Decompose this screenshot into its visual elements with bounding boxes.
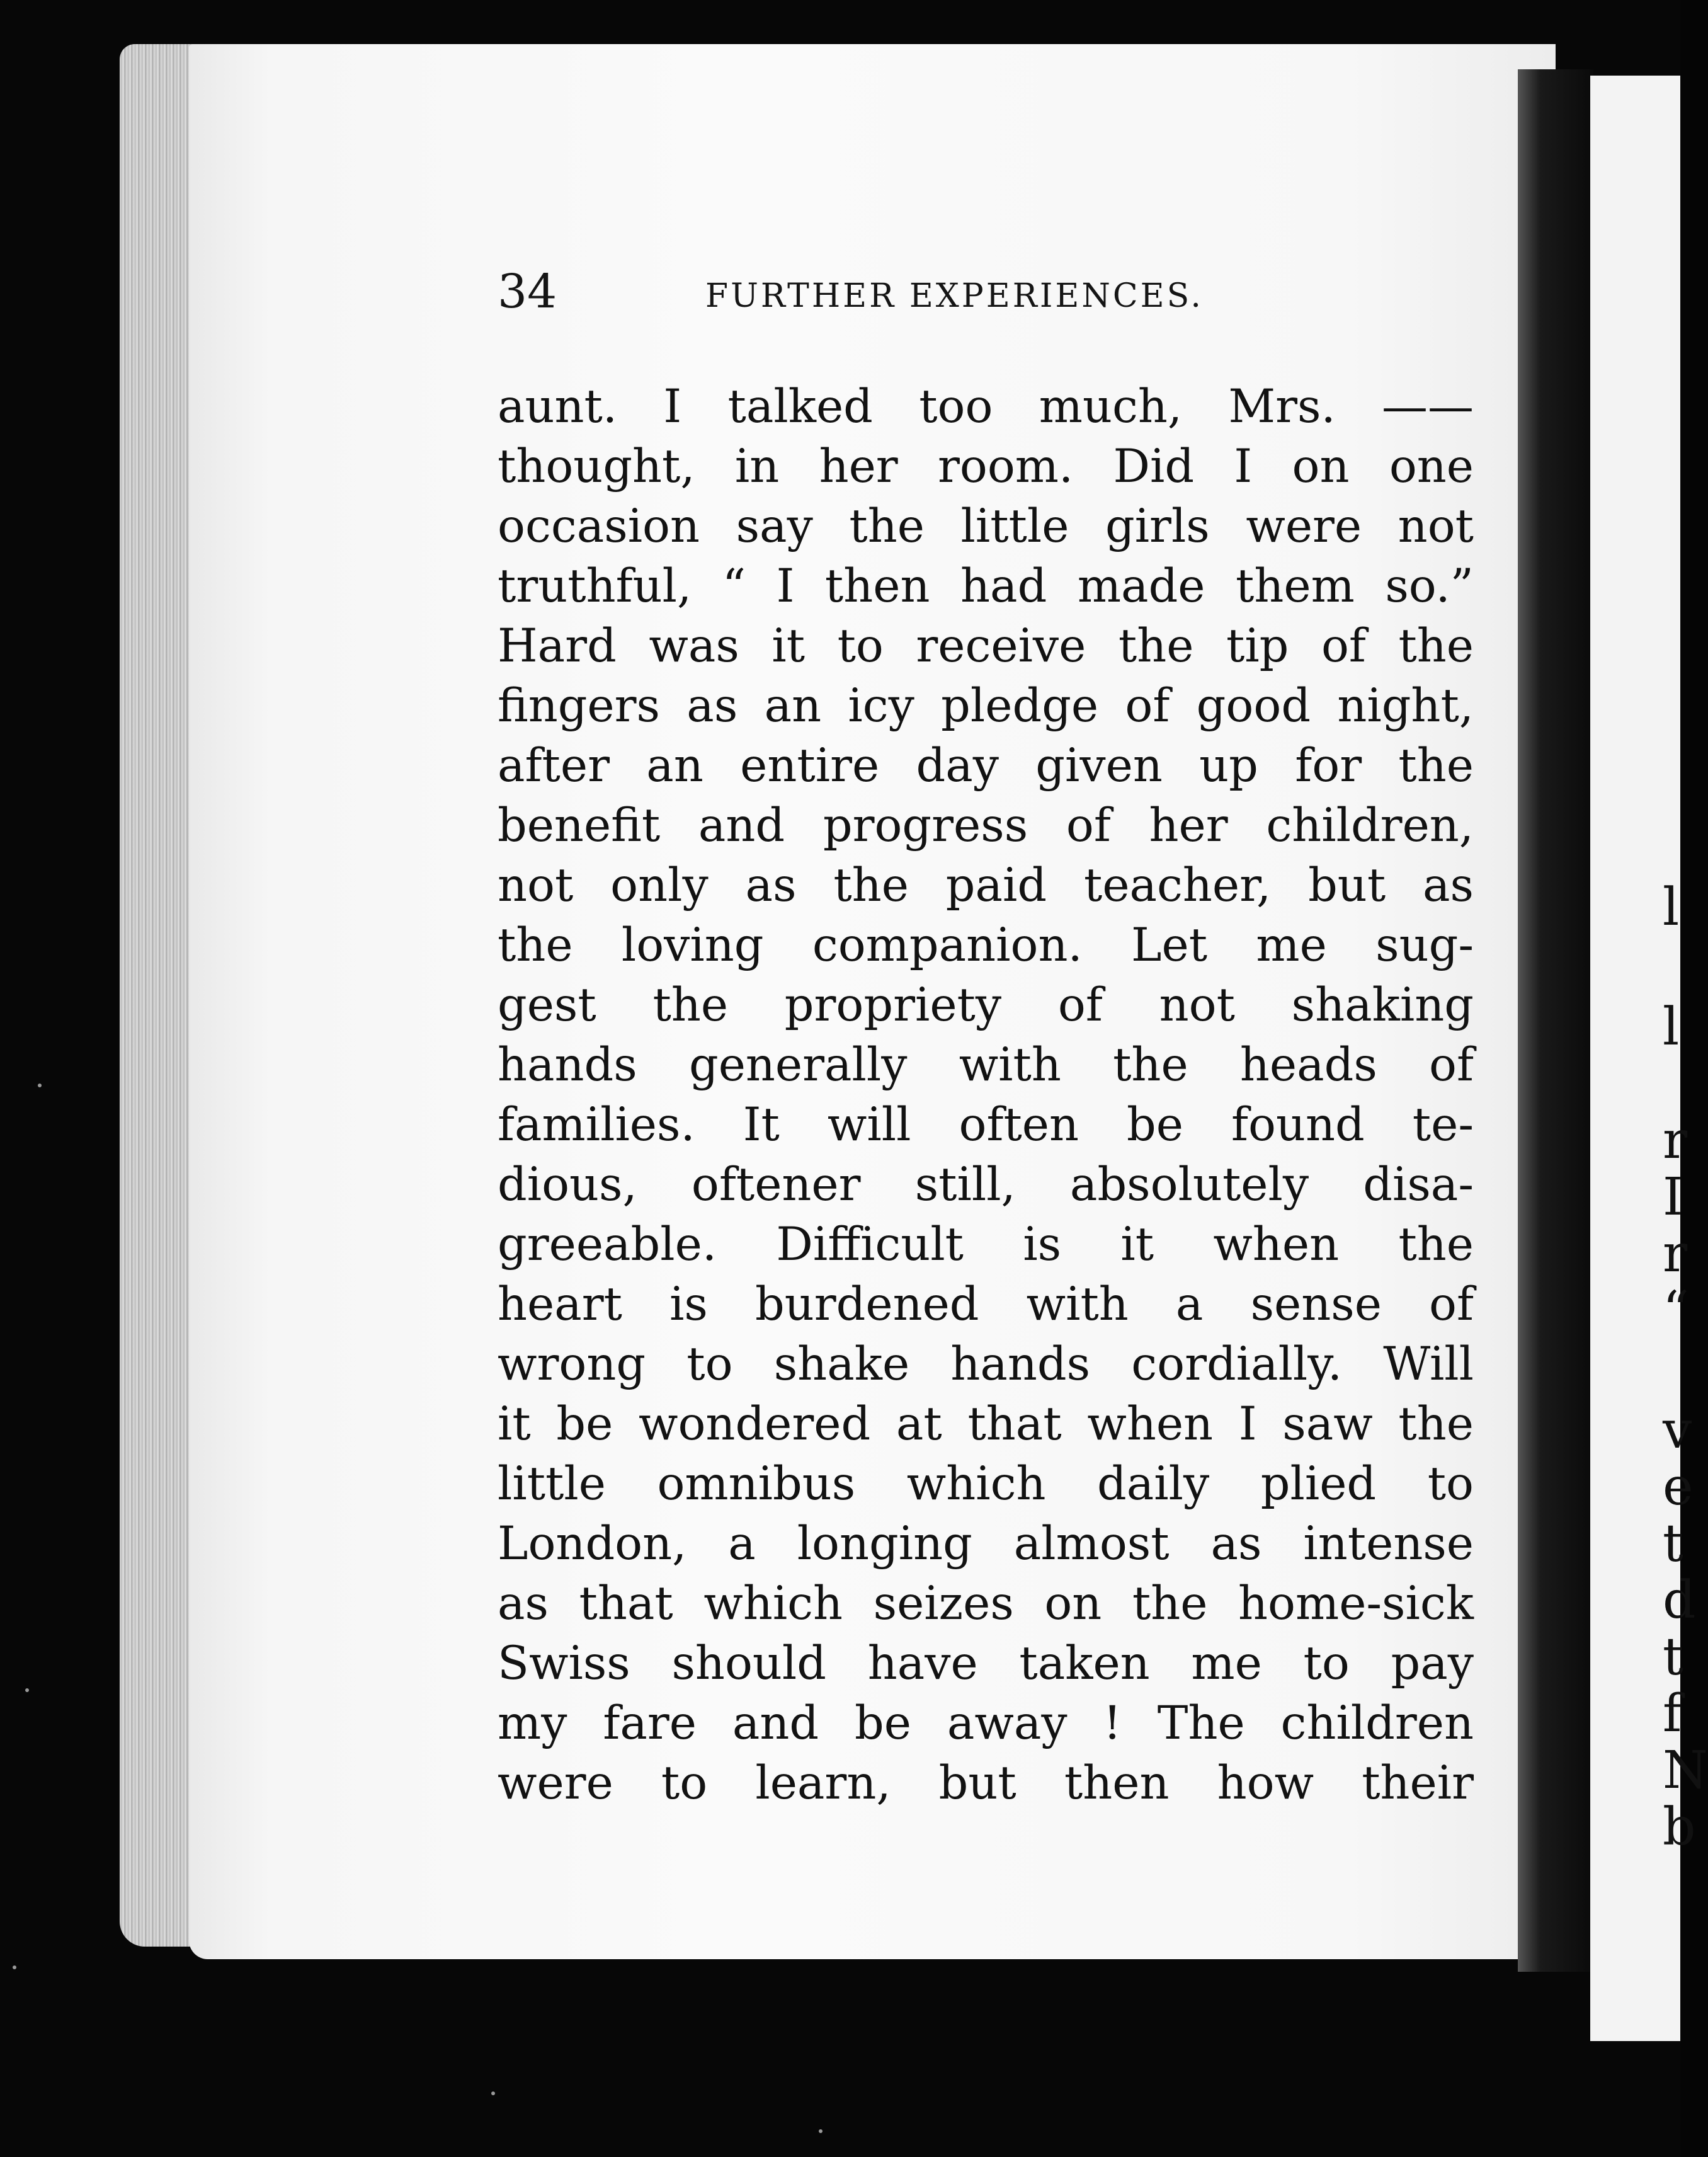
facing-page-fragment: t xyxy=(1663,1627,1683,1687)
facing-page-fragment: I xyxy=(1663,1167,1683,1227)
facing-page-fragment: r xyxy=(1663,1111,1688,1170)
text-line: Hard was it to receive the tip of the xyxy=(498,619,1474,673)
facing-page-fragment: t xyxy=(1663,1514,1683,1574)
text-line: were to learn, but then how their xyxy=(498,1756,1474,1810)
text-line: greeable. Difficult is it when the xyxy=(498,1218,1474,1271)
facing-page-fragment: “ xyxy=(1663,1281,1689,1341)
text-line: wrong to shake hands cordially. Will xyxy=(498,1337,1474,1391)
text-line: it be wondered at that when I saw the xyxy=(498,1397,1474,1451)
text-line: my fare and be away ! The children xyxy=(498,1696,1474,1750)
text-line: little omnibus which daily plied to xyxy=(498,1457,1474,1511)
running-head: FURTHER EXPERIENCES. xyxy=(705,277,1204,315)
page-number: 34 xyxy=(498,265,557,319)
text-line: as that which seizes on the home-sick xyxy=(498,1577,1474,1630)
facing-page-edge xyxy=(1590,76,1708,2041)
text-line: fingers as an icy pledge of good night, xyxy=(498,679,1474,733)
facing-page-fragment: l xyxy=(1663,997,1680,1057)
text-line: Swiss should have taken me to pay xyxy=(498,1637,1474,1690)
page-header xyxy=(498,265,1474,334)
text-line: truthful, “ I then had made them so.” xyxy=(498,559,1474,613)
facing-page-fragment: f xyxy=(1663,1684,1682,1744)
text-line: benefit and progress of her children, xyxy=(498,799,1474,852)
facing-page-fragment: l xyxy=(1663,878,1680,937)
text-line: not only as the paid teacher, but as xyxy=(498,859,1474,912)
text-line: thought, in her room. Did I on one xyxy=(498,440,1474,493)
facing-page-fragment: b xyxy=(1663,1797,1696,1857)
text-line: gest the propriety of not shaking xyxy=(498,978,1474,1032)
speck xyxy=(25,1688,29,1692)
book-gutter-shadow xyxy=(1518,69,1593,1972)
text-line: dious, oftener still, absolutely disa- xyxy=(498,1158,1474,1211)
speck xyxy=(819,2129,823,2133)
text-line: London, a longing almost as intense xyxy=(498,1517,1474,1571)
facing-page-fragment: r xyxy=(1663,1224,1688,1284)
facing-page-fragment: e xyxy=(1663,1457,1694,1517)
facing-page-fragment: N xyxy=(1663,1741,1708,1800)
speck xyxy=(13,1965,16,1969)
speck xyxy=(38,1084,42,1087)
text-line: hands generally with the heads of xyxy=(498,1038,1474,1092)
facing-page-fragment: d xyxy=(1663,1571,1696,1630)
text-line: the loving companion. Let me sug- xyxy=(498,918,1474,972)
body-text xyxy=(498,377,1474,1813)
text-line: occasion say the little girls were not xyxy=(498,500,1474,553)
text-line: families. It will often be found te- xyxy=(498,1098,1474,1152)
text-line: heart is burdened with a sense of xyxy=(498,1278,1474,1331)
speck xyxy=(491,2091,495,2095)
text-line: aunt. I talked too much, Mrs. —— xyxy=(498,380,1474,433)
text-line: after an entire day given up for the xyxy=(498,739,1474,792)
facing-page-fragment: v xyxy=(1663,1400,1692,1460)
